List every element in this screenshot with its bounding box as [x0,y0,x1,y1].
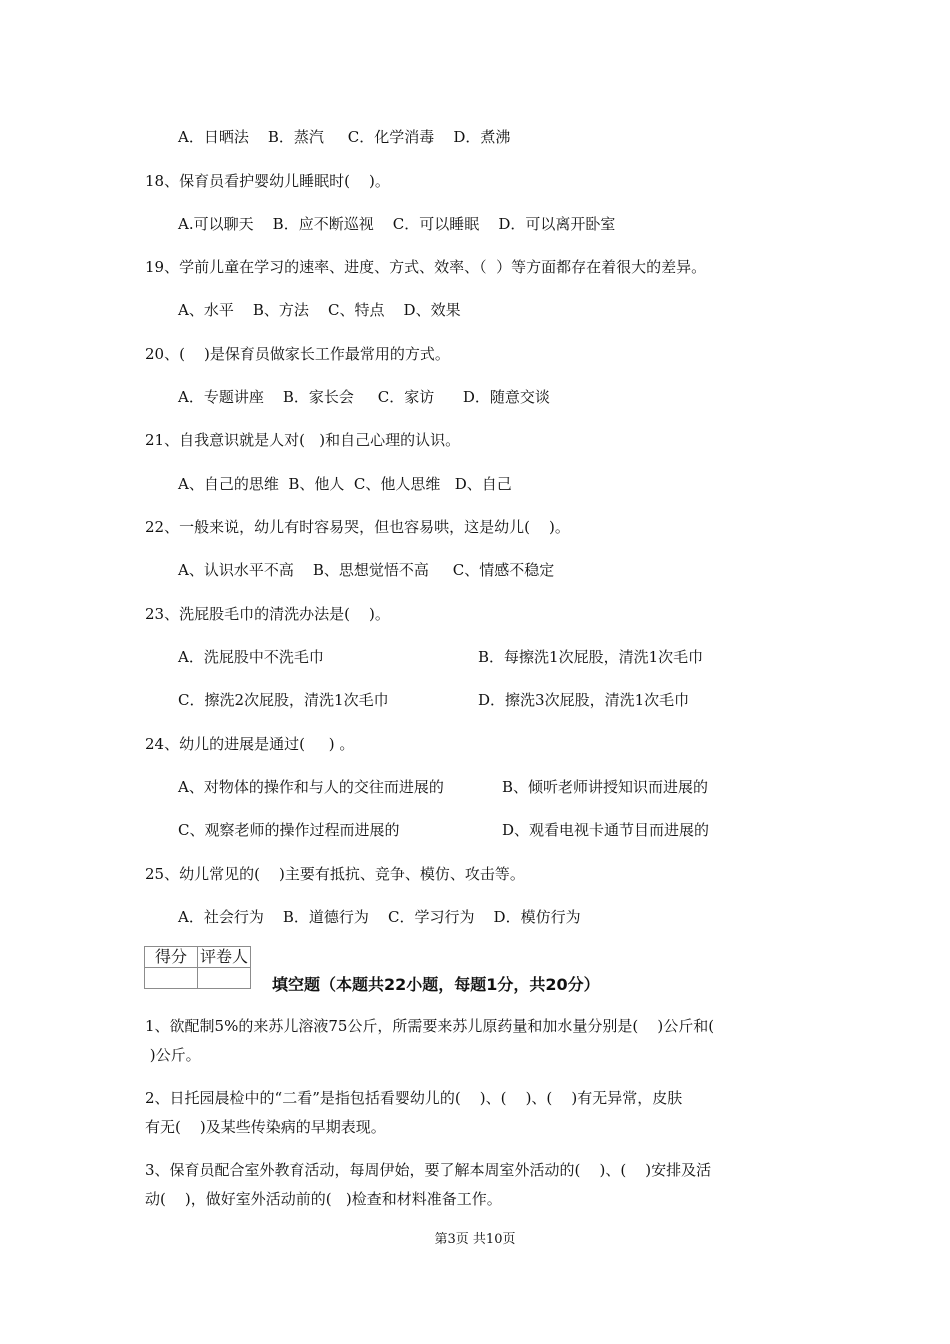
score-cell [145,968,198,989]
question-25: 25、幼儿常见的( )主要有抵抗、竞争、模仿、攻击等。 [145,865,525,883]
q17-options: A．日晒法 B．蒸汽 C．化学消毒 D．煮沸 [178,128,511,146]
q18-options: A.可以聊天 B．应不断巡视 C．可以睡眠 D．可以离开卧室 [178,215,616,233]
question-22: 22、一般来说，幼儿有时容易哭，但也容易哄，这是幼儿( )。 [145,518,570,536]
section-title: 填空题（本题共22小题，每题1分，共20分） [272,975,600,994]
q25-options: A．社会行为 B．道德行为 C．学习行为 D．模仿行为 [178,908,581,926]
question-24: 24、幼儿的进展是通过( ) 。 [145,735,355,753]
question-18: 18、保育员看护婴幼儿睡眠时( )。 [145,172,390,190]
q23-option-c: C．擦洗2次屁股，清洗1次毛巾 [178,691,389,709]
fill-question-2-line-1: 2、日托园晨检中的“二看”是指包括看婴幼儿的( )、( )、( )有无异常，皮肤 [145,1089,683,1107]
score-table [144,946,251,989]
q20-options: A．专题讲座 B．家长会 C．家访 D．随意交谈 [178,388,550,406]
q21-options: A、自己的思维 B、他人 C、他人思维 D、自己 [178,475,512,493]
q23-option-a: A．洗屁股中不洗毛巾 [178,648,324,666]
q23-option-b: B．每擦洗1次屁股，清洗1次毛巾 [478,648,704,666]
q24-option-b: B、倾听老师讲授知识而进展的 [502,778,709,796]
question-23: 23、洗屁股毛巾的清洗办法是( )。 [145,605,390,623]
fill-question-3-line-1: 3、保育员配合室外教育活动，每周伊始，要了解本周室外活动的( )、( )安排及活 [145,1161,712,1179]
page-footer: 第3页 共10页 [434,1232,516,1247]
grader-label: 评卷人 [198,947,251,968]
fill-question-1-line-2: )公斤。 [145,1046,201,1064]
fill-question-2-line-2: 有无( )及某些传染病的早期表现。 [145,1118,386,1136]
q24-option-d: D、观看电视卡通节目而进展的 [502,821,710,839]
question-19: 19、学前儿童在学习的速率、进度、方式、效率、（ ）等方面都存在着很大的差异。 [145,258,707,276]
q22-options: A、认识水平不高 B、思想觉悟不高 C、情感不稳定 [178,561,555,579]
q24-option-c: C、观察老师的操作过程而进展的 [178,821,400,839]
q19-options: A、水平 B、方法 C、特点 D、效果 [178,301,461,319]
q23-option-d: D．擦洗3次屁股，清洗1次毛巾 [478,691,690,709]
q24-option-a: A、对物体的操作和与人的交往而进展的 [178,778,444,796]
grader-cell [198,968,251,989]
fill-question-3-line-2: 动( )，做好室外活动前的( )检查和材料准备工作。 [145,1190,502,1208]
fill-question-1-line-1: 1、欲配制5%的来苏儿溶液75公斤，所需要来苏儿原药量和加水量分别是( )公斤和( [145,1017,715,1035]
score-label: 得分 [145,947,198,968]
question-21: 21、自我意识就是人对( )和自己心理的认识。 [145,431,461,449]
question-20: 20、( )是保育员做家长工作最常用的方式。 [145,345,450,363]
